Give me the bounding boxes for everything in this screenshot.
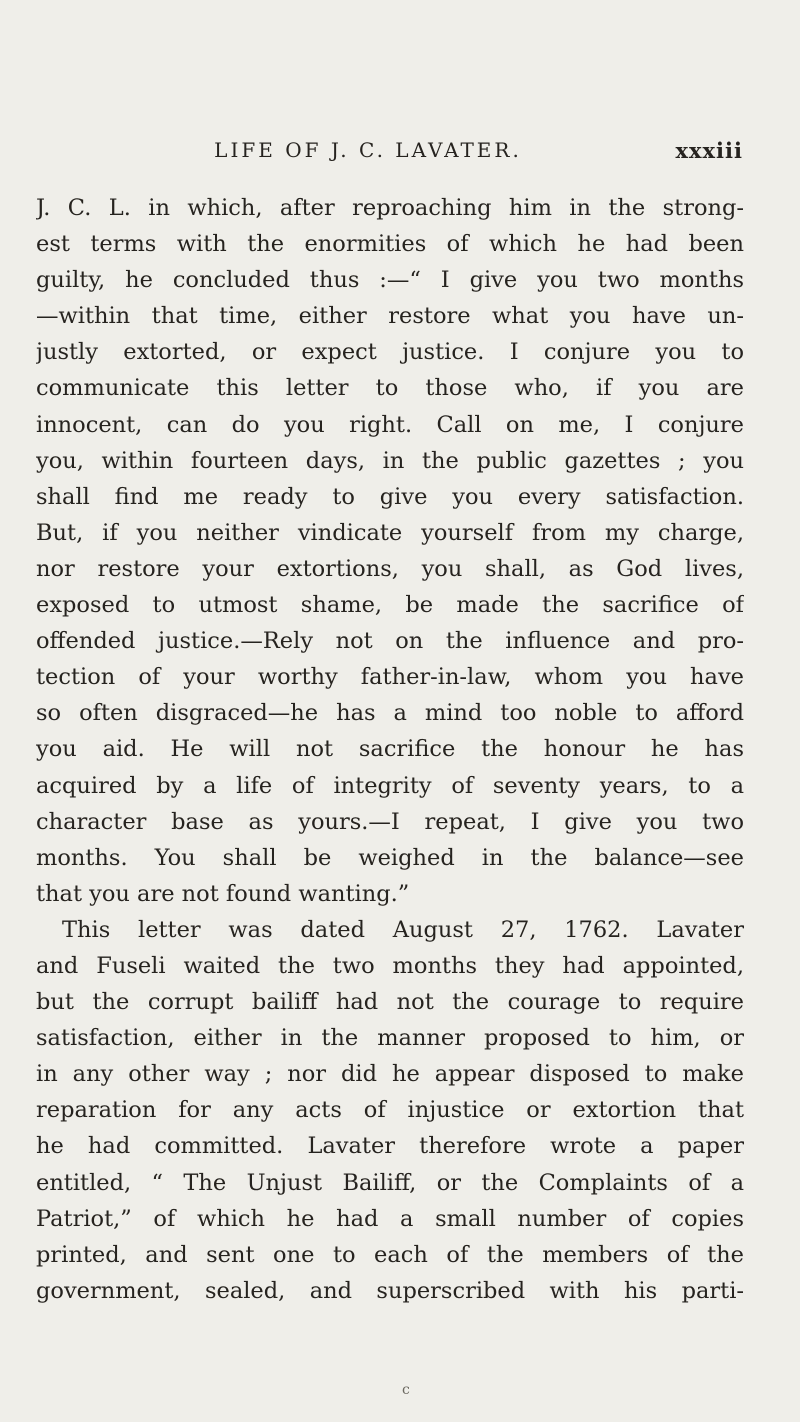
text-line: you aid. He will not sacrifice the honour he has (36, 736, 744, 763)
running-head: LIFE OF J. C. LAVATER. (214, 138, 522, 162)
text-line: satisfaction, either in the manner proposed to him, or (36, 1025, 744, 1052)
text-line: that you are not found wanting.” (36, 880, 410, 907)
text-line: est terms with the enormities of which he had been (36, 231, 744, 258)
text-line: he had committed. Lavater therefore wrote a paper (36, 1133, 744, 1160)
text-line: but the corrupt bailiff had not the courage to require (36, 989, 744, 1016)
text-line: printed, and sent one to each of the members of the (36, 1241, 744, 1268)
text-line: in any other way ; nor did he appear disposed to make (36, 1061, 744, 1088)
text-line: shall find me ready to give you every satisfaction. (36, 483, 744, 510)
text-line: you, within fourteen days, in the public gazettes ; you (36, 447, 744, 474)
text-line: and Fuseli waited the two months they had appointed, (36, 952, 744, 979)
body-text (36, 190, 744, 1309)
text-line: J. C. L. in which, after reproaching him in the strong- (36, 195, 744, 221)
text-line: entitled, “ The Unjust Bailiff, or the Complaints of a (36, 1169, 744, 1196)
text-line: But, if you neither vindicate yourself from my charge, (36, 519, 744, 546)
text-line: innocent, can do you right. Call on me, I conjure (36, 411, 744, 438)
page-number: xxxiii (675, 138, 743, 163)
text-line: character base as yours.—I repeat, I give you two (36, 808, 744, 835)
signature-mark: c (402, 1382, 410, 1398)
text-line: tection of your worthy father-in-law, whom you have (36, 664, 744, 691)
text-line: reparation for any acts of injustice or extortion that (36, 1097, 744, 1124)
text-line: —within that time, either restore what you have un- (36, 303, 744, 330)
text-line: nor restore your extortions, you shall, as God lives, (36, 555, 744, 582)
text-line: justly extorted, or expect justice. I conjure you to (36, 339, 744, 366)
text-line: Patriot,” of which he had a small number of copies (36, 1205, 744, 1232)
page-header (0, 138, 800, 168)
text-line: guilty, he concluded thus :—“ I give you two months (36, 267, 744, 294)
text-line: offended justice.—Rely not on the influence and pro- (36, 628, 744, 655)
text-line: so often disgraced—he has a mind too noble to afford (36, 700, 744, 727)
paragraph-start-line: This letter was dated August 27, 1762. Lavater (62, 916, 744, 943)
text-line: government, sealed, and superscribed with his parti- (36, 1277, 744, 1304)
text-line: communicate this letter to those who, if you are (36, 375, 744, 402)
text-line: months. You shall be weighed in the balance—see (36, 844, 744, 871)
text-line: exposed to utmost shame, be made the sacrifice of (36, 592, 744, 619)
text-line: acquired by a life of integrity of seventy years, to a (36, 772, 744, 799)
